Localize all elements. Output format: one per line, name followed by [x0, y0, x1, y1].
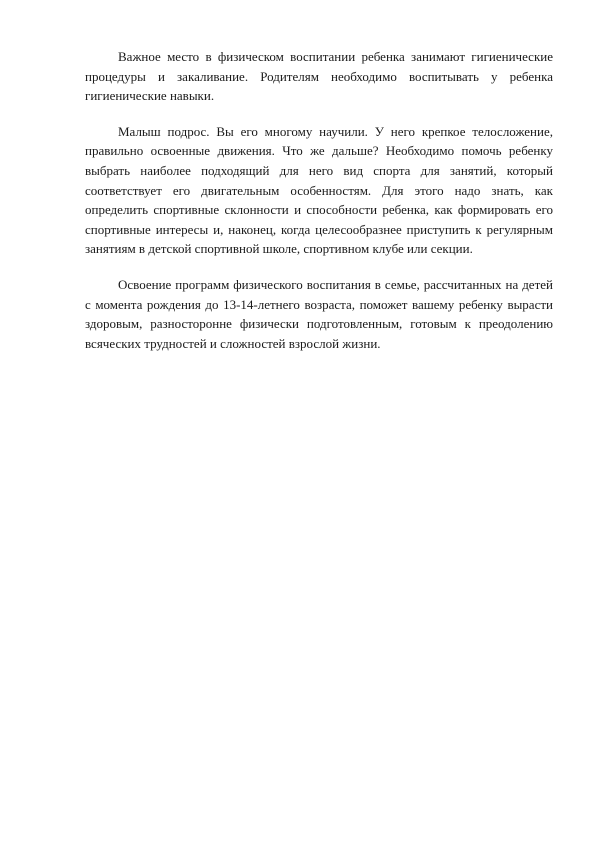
document-body: [85, 47, 553, 369]
paragraph-hygiene: Важное место в физическом воспитании ребенка занимают гигиенические процедуры и закаливание. Родителям необходимо воспитывать у ребенка гигиенические навыки.: [85, 49, 553, 104]
paragraph-program: Освоение программ физического воспитания в семье, рассчитанных на детей с момента рождения до 13-14-летнего возраста, поможет вашему ребенку вырасти здоровым, разносторонне физически подготовленным, готовым к преодолению всяческих трудностей и сложностей взрослой жизни.: [85, 276, 553, 351]
paragraph-sport-choice: Малыш подрос. Вы его многому научили. У него крепкое телосложение, правильно освоенные движения. Что же дальше? Необходимо помочь ребенку выбрать наиболее подходящий для него вид спорта для занятий, который соответствует его двигательным особенностям. Для этого надо знать, как определить спортивные склонности и способности ребенка, как формировать его спортивные интересы и, наконец, когда целесообразнее приступить к регулярным занятиям в детской спортивной школе, спортивном клубе или секции.: [85, 123, 553, 257]
